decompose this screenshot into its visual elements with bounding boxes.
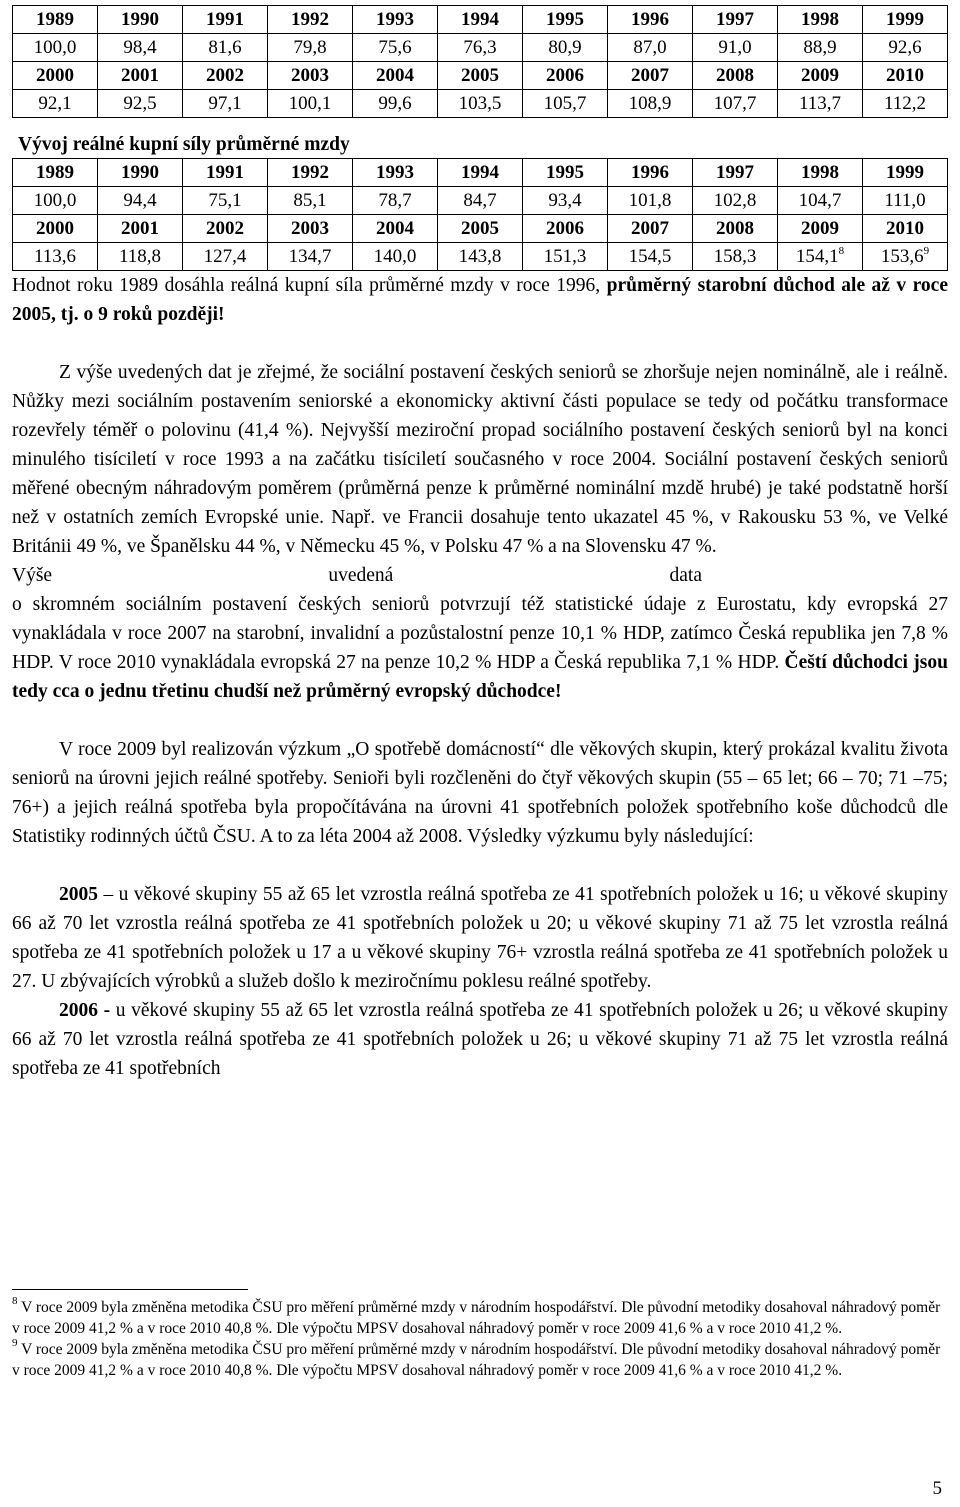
table-row bbox=[13, 215, 948, 243]
table-cell: 92,6 bbox=[863, 34, 948, 62]
table-cell: 1999 bbox=[863, 159, 948, 187]
table-row bbox=[13, 34, 948, 62]
summary-bold: průměrný starobní důchod ale až v roce 2005, tj. o 9 roků později! bbox=[12, 275, 948, 325]
table-cell: 113,6 bbox=[13, 243, 98, 271]
table-row bbox=[13, 187, 948, 215]
analysis-paragraph: Z výše uvedených dat je zřejmé, že sociální postavení českých seniorů se zhoršuje nejen nominálně, ale i reálně. Nůžky mezi sociálním postavením seniorské a ekonomicky aktivní části populace se tedy od počátku transformace rozevřely téměř o polovinu (41,4 %). Nejvyšší meziroční propad sociálního postavení českých seniorů byl na konci minulého tisíciletí v roce 1993 a na začátku tisíciletí současného v roce 2004. Sociální postavení českých seniorů měřené obecným náhradovým poměrem (průměrná penze k průměrné nominální mzdě hrubé) je také podstatně horší než v ostatních zemích Evropské unie. Např. ve Francii dosahuje tento ukazatel 45 %, v Rakousku 53 %, ve Velké Británii 49 %, ve Španělsku 44 %, v Německu 45 %, v Polsku 47 % a na Slovensku 47 %. bbox=[12, 362, 948, 557]
table-cell: 108,9 bbox=[608, 90, 693, 118]
table-cell: 2010 bbox=[863, 62, 948, 90]
table-cell: 1991 bbox=[183, 6, 268, 34]
table-cell: 84,7 bbox=[438, 187, 523, 215]
table-cell: 91,0 bbox=[693, 34, 778, 62]
page-number: 5 bbox=[932, 1478, 942, 1499]
table-cell: 103,5 bbox=[438, 90, 523, 118]
table-cell: 92,1 bbox=[13, 90, 98, 118]
table-cell: 75,1 bbox=[183, 187, 268, 215]
spread-word: data bbox=[669, 565, 702, 586]
table-cell: 127,4 bbox=[183, 243, 268, 271]
table-cell: 1996 bbox=[608, 6, 693, 34]
table-cell: 93,4 bbox=[523, 187, 608, 215]
table-cell: 87,0 bbox=[608, 34, 693, 62]
table-cell: 2009 bbox=[778, 62, 863, 90]
table-cell: 2000 bbox=[13, 215, 98, 243]
spread-word: uvedená bbox=[328, 565, 394, 586]
table-cell: 100,0 bbox=[13, 187, 98, 215]
summary-paragraph bbox=[12, 271, 948, 329]
table-cell: 2008 bbox=[693, 215, 778, 243]
table-cell: 154,1$^8$ bbox=[778, 243, 863, 271]
table-cell: 153,6$^9$ bbox=[863, 243, 948, 271]
table-cell: 1994 bbox=[438, 6, 523, 34]
table-cell: 97,1 bbox=[183, 90, 268, 118]
results-2005-text: – u věkové skupiny 55 až 65 let vzrostla reálná spotřeba ze 41 spotřebních položek u 16; u věkové skupiny 66 až 70 let vzrostla reálná spotřeba ze 41 spotřebních položek u 20; u věkové skupiny 71 až 75 let vzrostla reálná spotřeba ze 41 spotřebních položek u 17 a u věkové skupiny 76+ vzrostla reálná spotřeba ze 41 spotřebních položek u 27. U zbývajících výrobků a služeb došlo k meziročnímu poklesu reálné spotřeby. bbox=[12, 884, 948, 992]
table-cell: 100,1 bbox=[268, 90, 353, 118]
table-cell: 75,6 bbox=[353, 34, 438, 62]
table-cell: 1994 bbox=[438, 159, 523, 187]
table-cell: 102,8 bbox=[693, 187, 778, 215]
table-cell: 105,7 bbox=[523, 90, 608, 118]
table-cell: 113,7 bbox=[778, 90, 863, 118]
results-2005-paragraph bbox=[12, 880, 948, 996]
footnote-number: 8 bbox=[12, 1295, 18, 1307]
results-2006-paragraph bbox=[12, 996, 948, 1083]
table-cell: 143,8 bbox=[438, 243, 523, 271]
table-cell: 2007 bbox=[608, 215, 693, 243]
footnote-ref: 8 bbox=[838, 245, 845, 257]
table-cell: 2006 bbox=[523, 62, 608, 90]
table-cell: 1997 bbox=[693, 6, 778, 34]
table-cell: 1993 bbox=[353, 6, 438, 34]
table-cell: 2005 bbox=[438, 215, 523, 243]
year-2005: 2005 bbox=[59, 884, 98, 905]
table-cell: 88,9 bbox=[778, 34, 863, 62]
wage-purchasing-power-table bbox=[12, 158, 948, 271]
eurostat-paragraph bbox=[12, 590, 948, 706]
table-cell: 1991 bbox=[183, 159, 268, 187]
spread-line bbox=[12, 561, 702, 590]
table-cell: 1990 bbox=[98, 6, 183, 34]
table-cell: 2008 bbox=[693, 62, 778, 90]
table-cell: 78,7 bbox=[353, 187, 438, 215]
pension-index-table bbox=[12, 5, 948, 118]
table-cell: 1998 bbox=[778, 159, 863, 187]
table-cell: 81,6 bbox=[183, 34, 268, 62]
table-row bbox=[13, 159, 948, 187]
table-cell: 2006 bbox=[523, 215, 608, 243]
table-cell: 1992 bbox=[268, 159, 353, 187]
table-cell: 158,3 bbox=[693, 243, 778, 271]
table-cell: 1993 bbox=[353, 159, 438, 187]
table-cell: 1996 bbox=[608, 159, 693, 187]
table-cell: 134,7 bbox=[268, 243, 353, 271]
table-cell: 92,5 bbox=[98, 90, 183, 118]
table-cell: 104,7 bbox=[778, 187, 863, 215]
table-cell: 107,7 bbox=[693, 90, 778, 118]
survey-paragraph: V roce 2009 byl realizován výzkum „O spotřebě domácností“ dle věkových skupin, který prokázal kvalitu života seniorů na úrovni jejich reálné spotřeby. Senioři byli rozčleněni do čtyř věkových skupin (55 – 65 let; 66 – 70; 71 –75; 76+) a jejich reálná spotřeba byla propočítávána na úrovni 41 spotřebních položek spotřebního koše důchodců dle Statistiky rodinných účtů ČSU. A to za léta 2004 až 2008. Výsledky výzkumu byly následující: bbox=[12, 739, 948, 847]
table-cell: 2005 bbox=[438, 62, 523, 90]
table-cell: 112,2 bbox=[863, 90, 948, 118]
table-cell: 2003 bbox=[268, 62, 353, 90]
eurostat-text: o skromném sociálním postavení českých seniorů potvrzují též statistické údaje z Eurostatu, kdy evropská 27 vynakládala v roce 2007 na starobní, invalidní a pozůstalostní penze 10,1 % HDP, zatímco Česká republika jen 7,8 % HDP. V roce 2010 vynakládala evropská 27 na penze 10,2 % HDP a Česká republika 7,1 % HDP. bbox=[12, 594, 948, 673]
table-cell: 2010 bbox=[863, 215, 948, 243]
table-cell: 140,0 bbox=[353, 243, 438, 271]
table-cell: 2007 bbox=[608, 62, 693, 90]
table-cell: 2002 bbox=[183, 62, 268, 90]
table-cell: 2001 bbox=[98, 215, 183, 243]
table-caption: Vývoj reálné kupní síly průměrné mzdy bbox=[18, 134, 350, 155]
table-row bbox=[13, 6, 948, 34]
table-cell: 111,0 bbox=[863, 187, 948, 215]
table-cell: 1995 bbox=[523, 159, 608, 187]
table-cell: 151,3 bbox=[523, 243, 608, 271]
table-cell: 1999 bbox=[863, 6, 948, 34]
results-2006-text: u věkové skupiny 55 až 65 let vzrostla reálná spotřeba ze 41 spotřebních položek u 26; u věkové skupiny 66 až 70 let vzrostla reálná spotřeba ze 41 spotřebních položek u 26; u věkové skupiny 71 až 75 let vzrostla reálná spotřeba ze 41 spotřebních bbox=[12, 1000, 949, 1079]
table-cell: 1992 bbox=[268, 6, 353, 34]
footnote-9 bbox=[12, 1339, 948, 1381]
table-row bbox=[13, 90, 948, 118]
table-cell: 2003 bbox=[268, 215, 353, 243]
table-cell: 100,0 bbox=[13, 34, 98, 62]
table-row bbox=[13, 62, 948, 90]
document-page bbox=[12, 5, 948, 1083]
table-row bbox=[13, 243, 948, 271]
eurostat-bold: Čeští důchodci jsou tedy cca o jednu třetinu chudší než průměrný evropský důchodce! bbox=[12, 652, 948, 702]
table-cell: 99,6 bbox=[353, 90, 438, 118]
year-2006: 2006 - bbox=[59, 1000, 111, 1021]
footnote-text: V roce 2009 byla změněna metodika ČSU pro měření průměrné mzdy v národním hospodářství. Dle původní metodiky dosahoval náhradový poměr v roce 2009 41,2 % a v roce 2010 40,8 %. Dle výpočtu MPSV dosahoval náhradový poměr v roce 2009 41,6 % a v roce 2010 41,2 %. bbox=[12, 1299, 941, 1337]
summary-text: Hodnot roku 1989 dosáhla reálná kupní síla průměrné mzdy v roce 1996, bbox=[12, 275, 607, 296]
table-cell: 2009 bbox=[778, 215, 863, 243]
table-cell: 79,8 bbox=[268, 34, 353, 62]
footnote-ref: 9 bbox=[923, 245, 930, 257]
table-cell: 1997 bbox=[693, 159, 778, 187]
table-cell: 94,4 bbox=[98, 187, 183, 215]
table-cell: 76,3 bbox=[438, 34, 523, 62]
table-cell: 154,5 bbox=[608, 243, 693, 271]
table-cell: 1990 bbox=[98, 159, 183, 187]
table-cell: 118,8 bbox=[98, 243, 183, 271]
table-cell: 1989 bbox=[13, 159, 98, 187]
table-cell: 85,1 bbox=[268, 187, 353, 215]
spread-word: Výše bbox=[12, 565, 53, 586]
footnotes bbox=[12, 1297, 948, 1381]
table-cell: 101,8 bbox=[608, 187, 693, 215]
footnote-rule bbox=[12, 1289, 248, 1290]
table-cell: 1998 bbox=[778, 6, 863, 34]
table-cell: 2004 bbox=[353, 62, 438, 90]
table-cell: 1989 bbox=[13, 6, 98, 34]
table-cell: 1995 bbox=[523, 6, 608, 34]
footnote-8 bbox=[12, 1297, 948, 1339]
table-cell: 2004 bbox=[353, 215, 438, 243]
table-cell: 2000 bbox=[13, 62, 98, 90]
table-cell: 80,9 bbox=[523, 34, 608, 62]
table-cell: 2002 bbox=[183, 215, 268, 243]
table-cell: 2001 bbox=[98, 62, 183, 90]
table-cell: 98,4 bbox=[98, 34, 183, 62]
footnote-number: 9 bbox=[12, 1337, 18, 1349]
footnote-text: V roce 2009 byla změněna metodika ČSU pro měření průměrné mzdy v národním hospodářství. Dle původní metodiky dosahoval náhradový poměr v roce 2009 41,2 % a v roce 2010 40,8 %. Dle výpočtu MPSV dosahoval náhradový poměr v roce 2009 41,6 % a v roce 2010 41,2 %. bbox=[12, 1341, 941, 1379]
